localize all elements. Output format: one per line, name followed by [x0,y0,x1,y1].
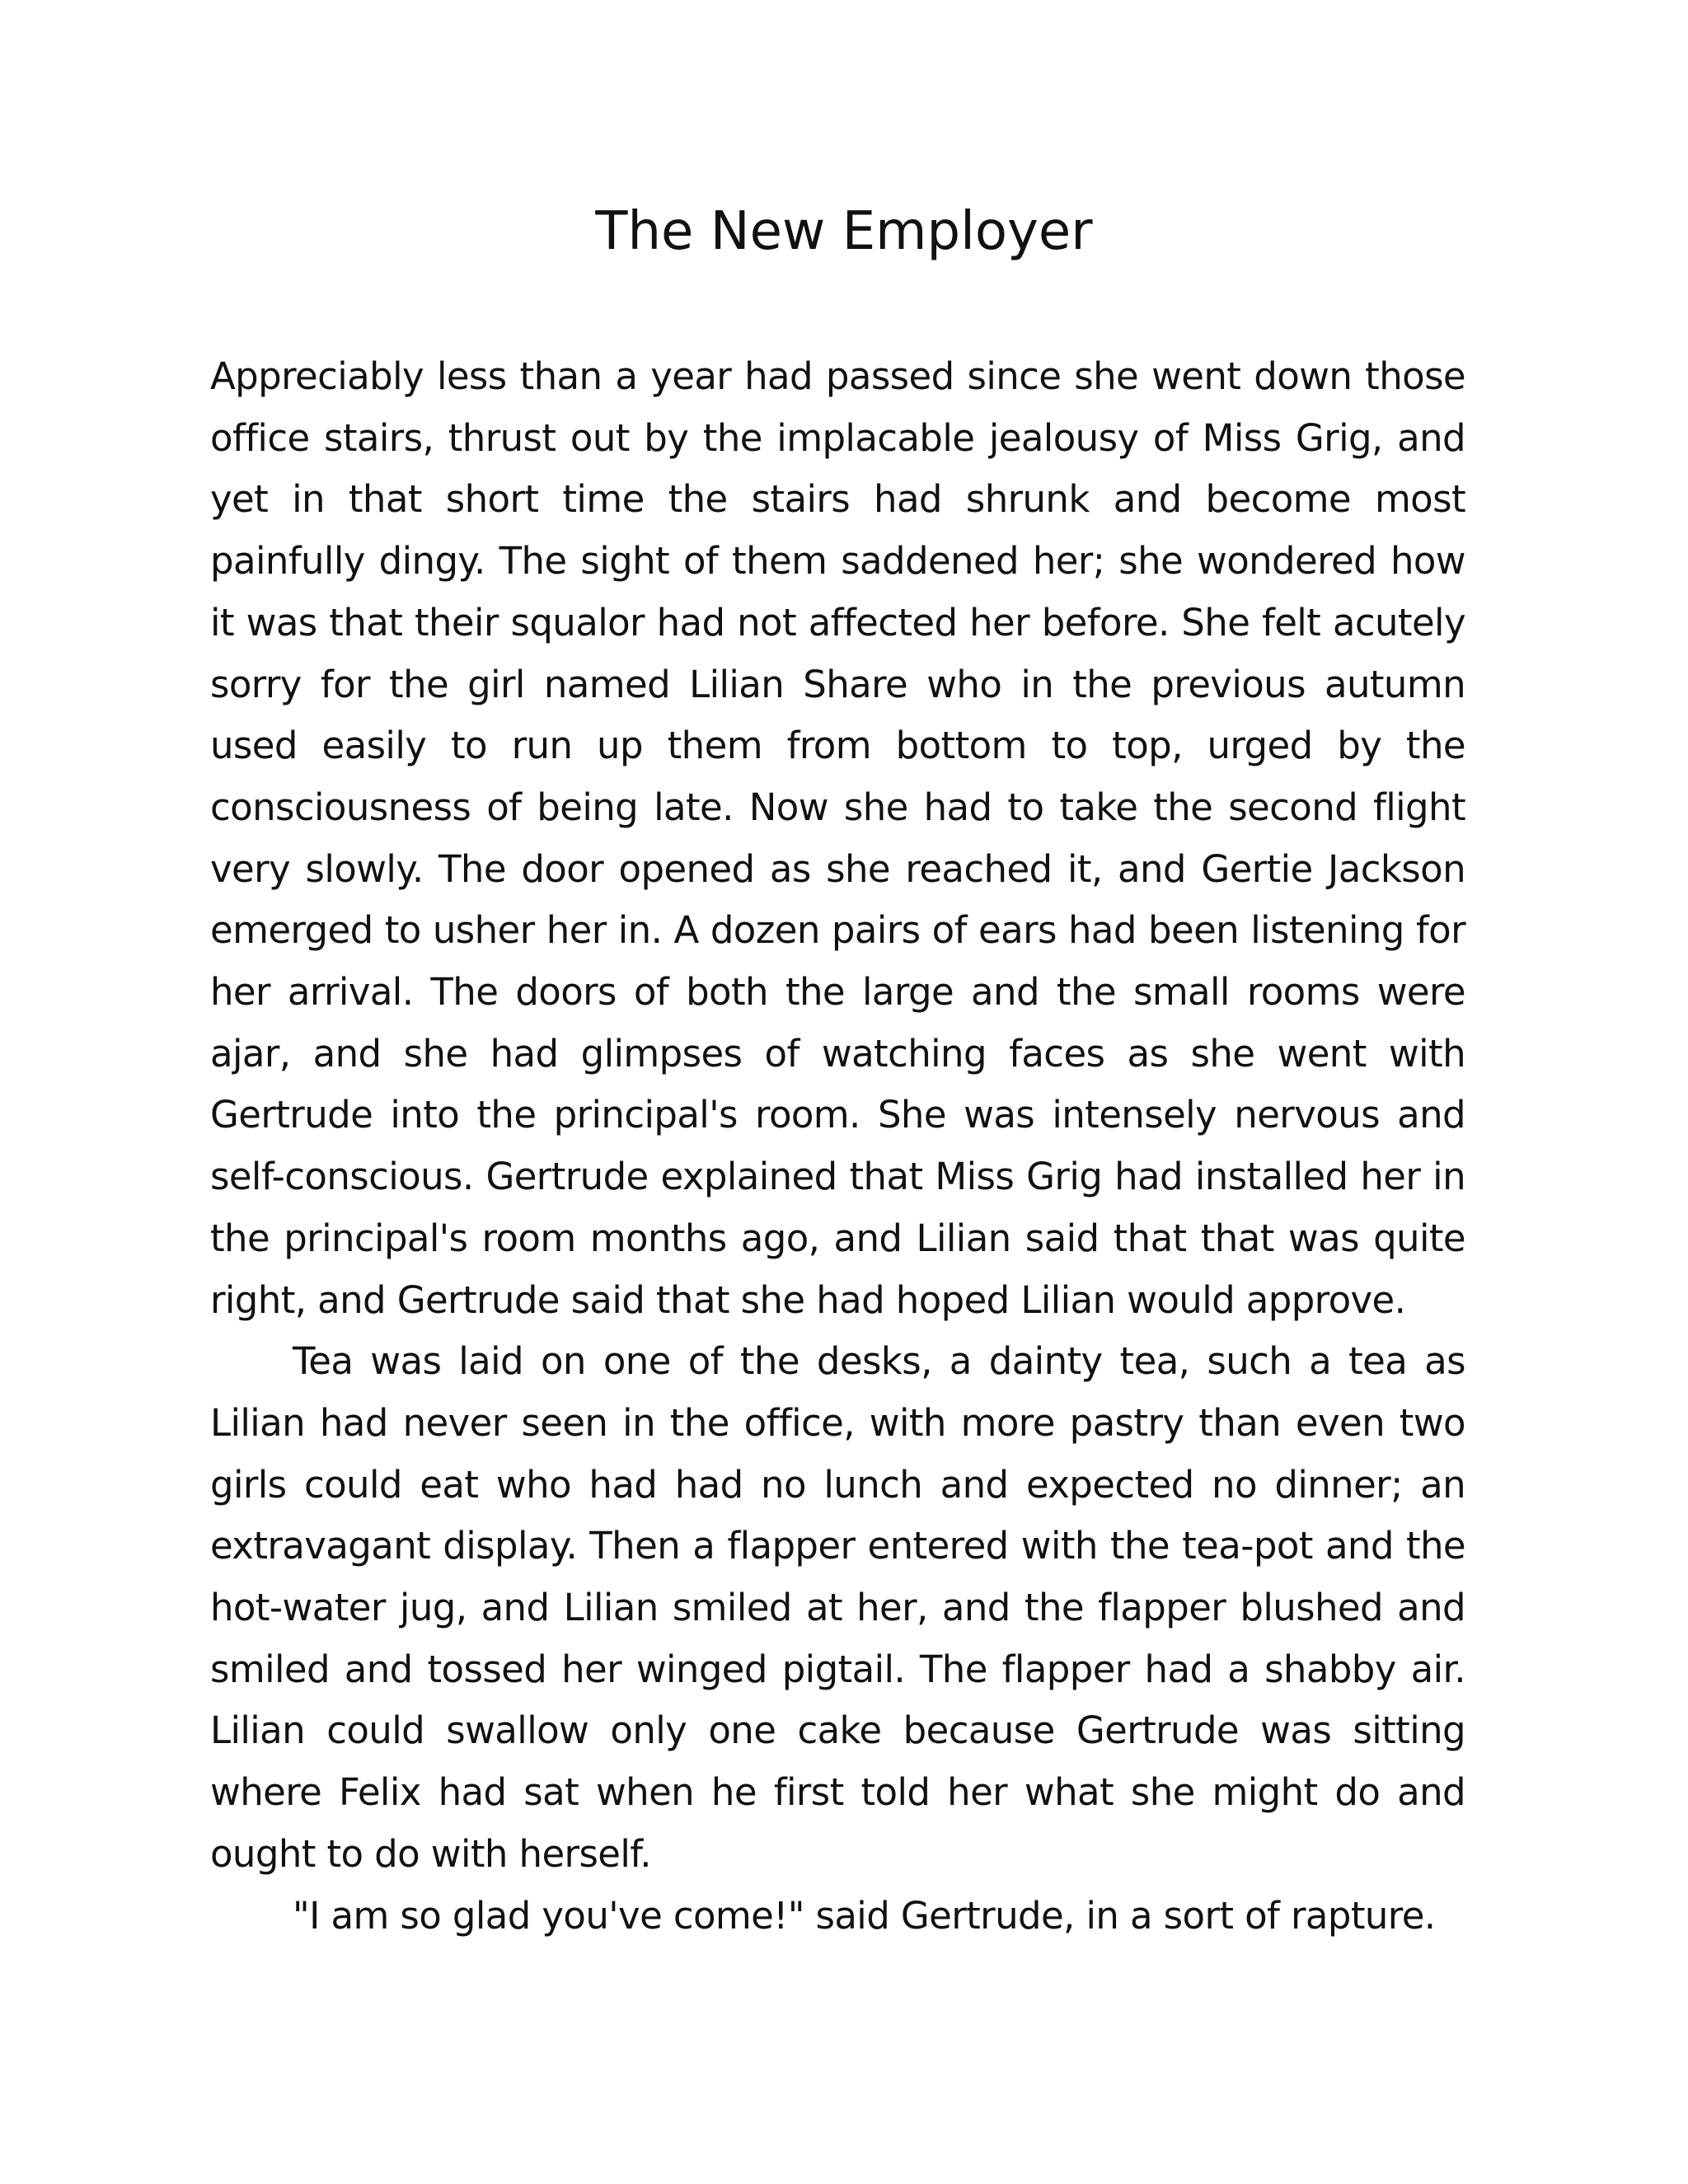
body-text [210,346,1465,1947]
paragraph-1: Appreciably less than a year had passed since she went down those office stairs, thrust out by the implacable jealousy of Miss Grig, and yet in that short time the stairs had shrunk and become most painfully dingy. The sight of them saddened her; she wondered how it was that their squalor had not affected her before. She felt acutely sorry for the girl named Lilian Share who in the previous autumn used easily to run up them from bottom to top, urged by the consciousness of being late. Now she had to take the second flight very slowly. The door opened as she reached it, and Gertie Jackson emerged to usher her in. A dozen pairs of ears had been listening for her arrival. The doors of both the large and the small rooms were ajar, and she had glimpses of watching faces as she went with Gertrude into the principal's room. She was intensely nervous and self-conscious. Gertrude explained that Miss Grig had installed her in the principal's room months ago, and Lilian said that that was quite right, and Gertrude said that she had hoped Lilian would approve. [210,354,1465,1322]
paragraph-3: "I am so glad you've come!" said Gertrude, in a sort of rapture. [293,1893,1436,1938]
page-title: The New Employer [595,201,1093,262]
paragraph-2: Tea was laid on one of the desks, a dainty tea, such a tea as Lilian had never seen in the office, with more pastry than even two girls could eat who had had no lunch and expected no dinner; an extravagant display. Then a flapper entered with the tea-pot and the hot-water jug, and Lilian smiled at her, and the flapper blushed and smiled and tossed her winged pigtail. The flapper had a shabby air. Lilian could swallow only one cake because Gertrude was sitting where Felix had sat when he first told her what she might do and ought to do with herself. [210,1339,1465,1876]
